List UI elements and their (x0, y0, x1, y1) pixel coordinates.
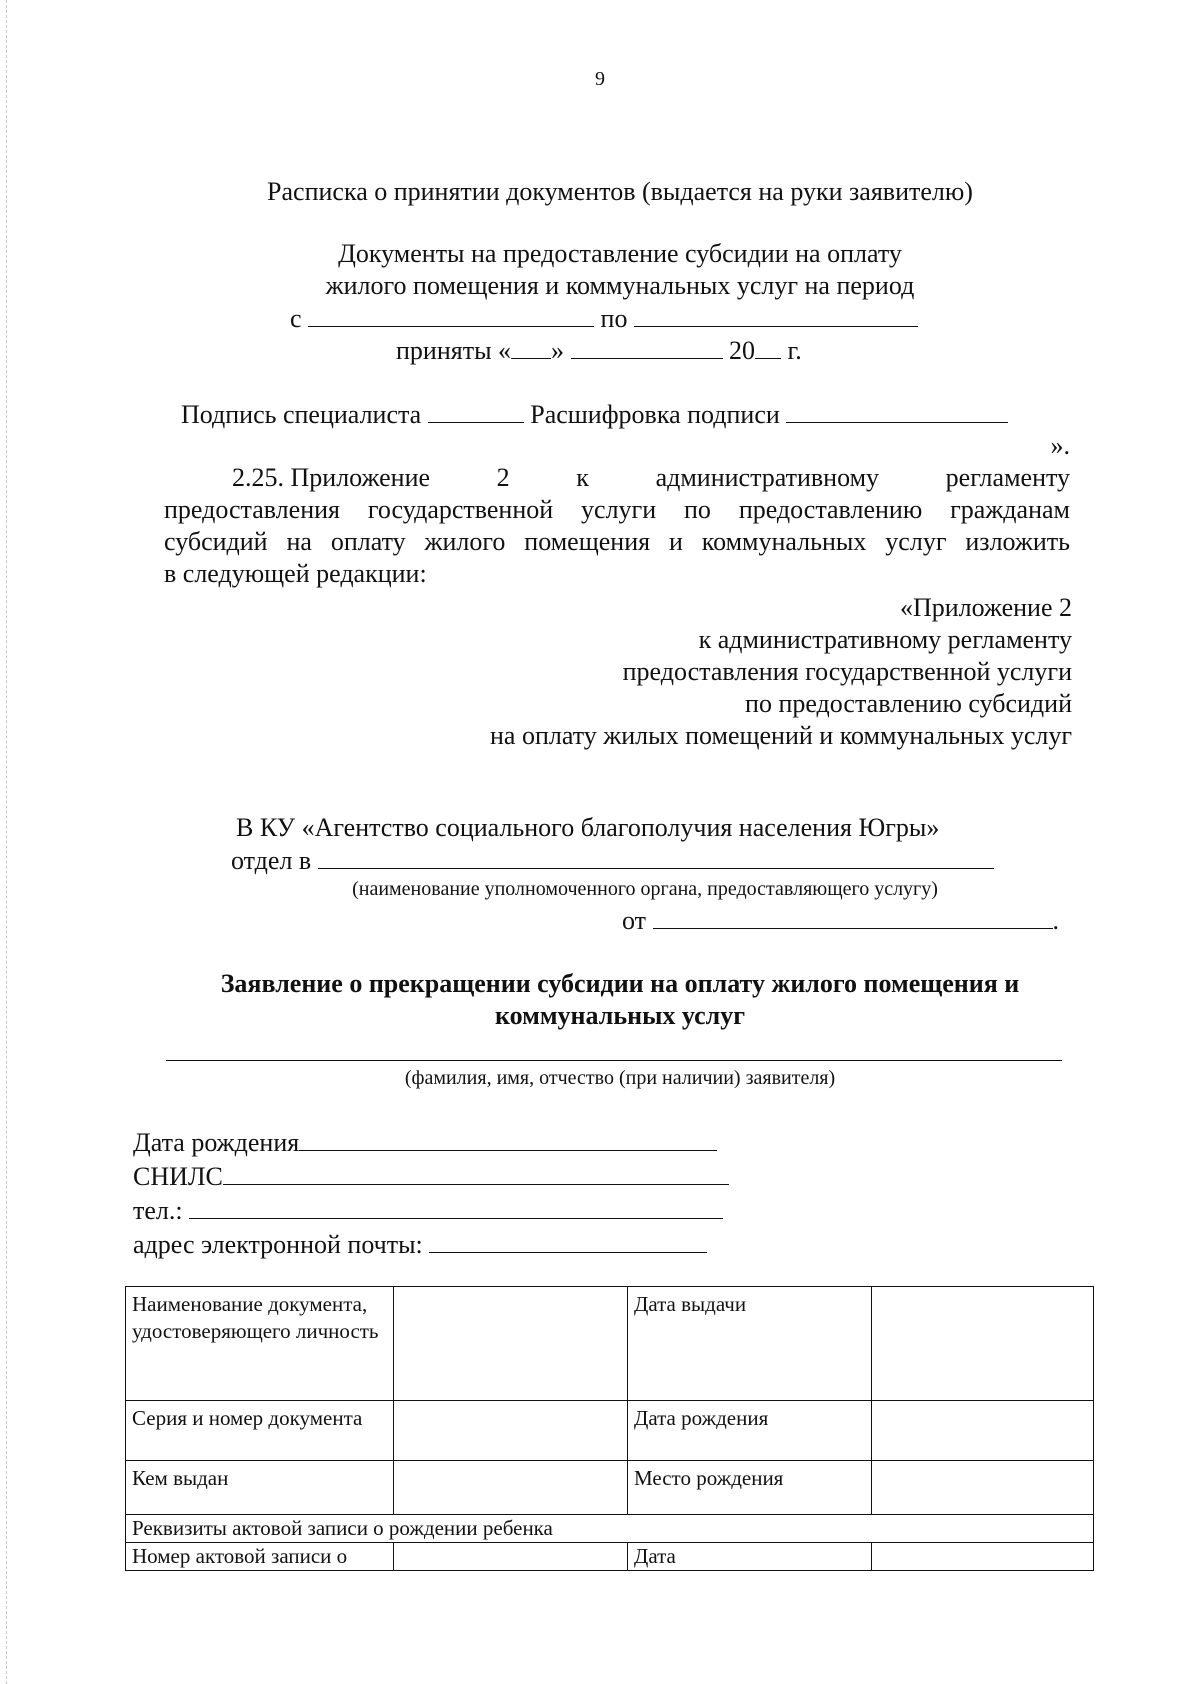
snils-field[interactable] (223, 1160, 729, 1185)
document-table (125, 1286, 1094, 1571)
paragraph-225-line4: в следующей редакции: (164, 559, 427, 588)
birth-date-label: Дата рождения (133, 1128, 300, 1157)
phone-row (133, 1194, 753, 1227)
receipt-line2: жилого помещения и коммунальных услуг на период (325, 271, 915, 300)
paragraph-225-line2: предоставления государственной услуги по предоставлению гражданам (164, 495, 1070, 524)
period-to-field[interactable] (634, 302, 918, 327)
p225-word-4: административному (655, 463, 880, 492)
addressee-line1: В КУ «Агентство социального благополучия населения Югры» (236, 813, 940, 842)
table-row (126, 1461, 1094, 1515)
table-row (126, 1515, 1094, 1543)
issued-by-label: Кем выдан (126, 1461, 394, 1515)
application-title-line1: Заявление о прекращении субсидии на оплату жилого помещения и (220, 969, 1020, 998)
applicant-name-caption: (фамилия, имя, отчество (при наличии) заявителя) (404, 1067, 836, 1089)
accepted-quote: » (551, 336, 565, 365)
appendix-line-4: по предоставлению субсидий (745, 689, 1072, 718)
series-number-label: Серия и номер документа (126, 1401, 394, 1461)
accepted-day-field[interactable] (511, 334, 551, 359)
table-row (126, 1287, 1094, 1401)
applicant-name-field[interactable] (166, 1060, 1062, 1061)
table-row (126, 1401, 1094, 1461)
decoding-field[interactable] (786, 398, 1008, 423)
series-number-cell[interactable] (394, 1401, 628, 1461)
receipt-closing-quote: ». (1050, 431, 1070, 460)
paragraph-225-line1 (232, 462, 1070, 494)
accepted-month-field[interactable] (571, 334, 723, 359)
record-date-label: Дата (628, 1543, 872, 1571)
email-row (133, 1228, 753, 1261)
issue-date-cell[interactable] (872, 1287, 1094, 1401)
birth-record-section-title: Реквизиты актовой записи о рождении ребенка (126, 1515, 1094, 1543)
accepted-year-prefix: 20 (729, 336, 756, 365)
birth-date-row (133, 1126, 753, 1159)
accepted-year-field[interactable] (755, 334, 781, 359)
decoding-label: Расшифровка подписи (530, 400, 780, 429)
from-field[interactable] (653, 904, 1053, 929)
appendix-line-1: «Приложение 2 (899, 593, 1072, 622)
appendix-line-3: предоставления государственной услуги (622, 657, 1072, 686)
p225-word-5: регламенту (945, 463, 1070, 492)
id-document-name-cell[interactable] (394, 1287, 628, 1401)
page-number: 9 (595, 68, 605, 90)
addressee-dept-line (231, 844, 1031, 877)
phone-field[interactable] (189, 1194, 723, 1219)
receipt-accepted-line (396, 334, 896, 367)
period-from-field[interactable] (308, 302, 594, 327)
birth-place-label: Место рождения (628, 1461, 872, 1515)
p225-word-1: 2.25. Приложение (232, 463, 431, 492)
table-birth-date-label: Дата рождения (628, 1401, 872, 1461)
birth-place-cell[interactable] (872, 1461, 1094, 1515)
birth-date-field[interactable] (299, 1126, 717, 1151)
receipt-title: Расписка о принятии документов (выдается на руки заявителю) (267, 177, 973, 206)
id-document-name-label: Наименование документа, удостоверяющего личность (126, 1287, 394, 1401)
accepted-prefix: приняты « (396, 336, 512, 365)
addressee-from-line (622, 904, 1082, 937)
from-end: . (1052, 906, 1060, 935)
appendix-line-2: к административному регламенту (698, 625, 1072, 654)
table-row (126, 1543, 1094, 1571)
record-date-cell[interactable] (872, 1543, 1094, 1571)
receipt-line1: Документы на предоставление субсидии на оплату (338, 239, 902, 268)
record-number-cell[interactable] (394, 1543, 628, 1571)
period-to-label: по (600, 304, 628, 333)
email-field[interactable] (429, 1228, 707, 1253)
phone-label: тел.: (133, 1196, 183, 1225)
issue-date-label: Дата выдачи (628, 1287, 872, 1401)
dept-caption: (наименование уполномоченного органа, предоставляющего услугу) (352, 878, 938, 900)
signature-label: Подпись специалиста (181, 400, 422, 429)
receipt-period-line (290, 302, 950, 335)
email-label: адрес электронной почты: (133, 1230, 423, 1259)
accepted-year-suffix: г. (787, 336, 802, 365)
dept-label: отдел в (231, 846, 312, 875)
signature-field[interactable] (428, 398, 524, 423)
p225-word-2: 2 (496, 463, 510, 492)
appendix-line-5: на оплату жилых помещений и коммунальных услуг (490, 721, 1072, 750)
p225-word-3: к (576, 463, 589, 492)
from-label: от (622, 906, 647, 935)
snils-row (133, 1160, 753, 1193)
dept-field[interactable] (318, 844, 994, 869)
signature-line (181, 398, 1061, 431)
issued-by-cell[interactable] (394, 1461, 628, 1515)
paragraph-225-line3: субсидий на оплату жилого помещения и коммунальных услуг изложить (164, 527, 1070, 556)
snils-label: СНИЛС (133, 1162, 223, 1191)
period-from-label: с (290, 304, 302, 333)
record-number-label: Номер актовой записи о (126, 1543, 394, 1571)
table-birth-date-cell[interactable] (872, 1401, 1094, 1461)
application-title-line2: коммунальных услуг (494, 1001, 746, 1030)
